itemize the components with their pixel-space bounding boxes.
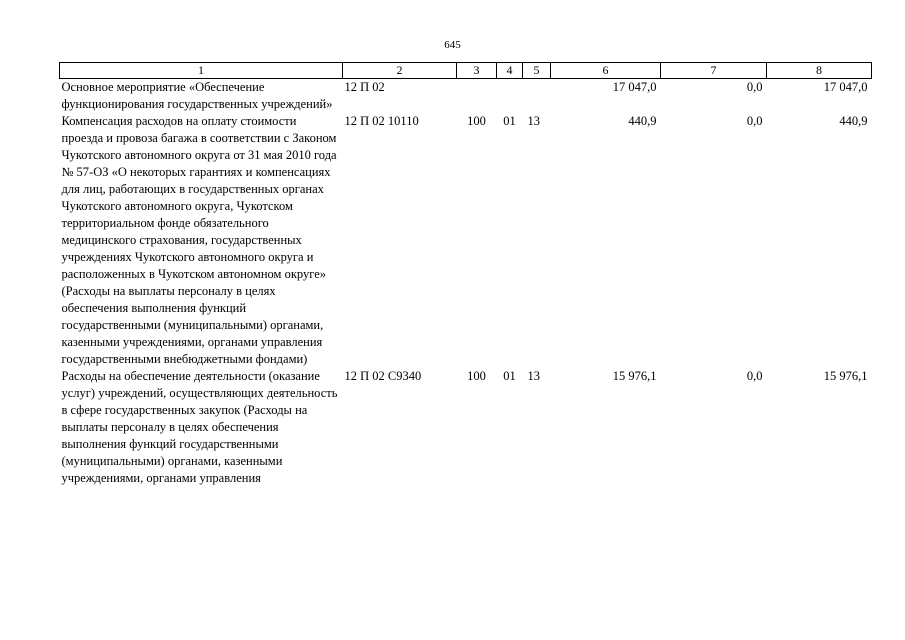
row-code: 12 П 02 10110 bbox=[344, 114, 419, 128]
row-name: Компенсация расходов на оплату стоимости проезда и провоза багажа в соответствии с Законом Чукотского автономного округа от 31 мая 2010 года № 57-ОЗ «О некоторых гарантиях и компенсациях для лиц, работающих в государственных органах Чукотского автономного округа, Чукотском территориальном фонде обязательного медицинского страхования, государственных учреждениях Чукотского автономного округа и расположенных в Чукотском автономном округе» (Расходы на выплаты персоналу в целях обеспечения выполнения функций государственными (муниципальными) органами, казенными учреждениями, органами управления государственными внебюджетными фондами) bbox=[61, 114, 337, 366]
row-sum-result: 17 047,0 bbox=[823, 80, 868, 94]
row-pr: 13 bbox=[527, 369, 540, 383]
row-sum-change: 0,0 bbox=[746, 369, 763, 383]
row-vr: 100 bbox=[467, 114, 486, 128]
row-rz: 01 bbox=[503, 114, 516, 128]
table-header-row bbox=[60, 63, 872, 79]
row-pr: 13 bbox=[527, 114, 540, 128]
table-row bbox=[60, 113, 872, 368]
row-pr bbox=[523, 79, 551, 114]
row-sum-change: 0,0 bbox=[746, 114, 763, 128]
header-cell-4: 4 bbox=[497, 63, 523, 79]
budget-table bbox=[59, 62, 872, 487]
row-rz: 01 bbox=[503, 369, 516, 383]
page-number: 645 bbox=[444, 39, 461, 51]
table-row bbox=[60, 79, 872, 114]
row-vr bbox=[457, 79, 497, 114]
header-cell-1: 1 bbox=[60, 63, 343, 79]
table-row bbox=[60, 368, 872, 487]
row-code: 12 П 02 С9340 bbox=[344, 369, 422, 383]
header-cell-8: 8 bbox=[767, 63, 872, 79]
row-sum-total: 440,9 bbox=[628, 114, 657, 128]
row-sum-result: 15 976,1 bbox=[823, 369, 868, 383]
row-sum-total: 17 047,0 bbox=[612, 80, 657, 94]
row-rz bbox=[497, 79, 523, 114]
header-cell-5: 5 bbox=[523, 63, 551, 79]
row-name: Расходы на обеспечение деятельности (оказание услуг) учреждений, осуществляющих деятельность в сфере государственных закупок (Расходы на выплаты персоналу в целях обеспечения выполнения функций государственными (муниципальными) органами, казенными учреждениями, органами управления bbox=[61, 369, 338, 485]
header-cell-2: 2 bbox=[343, 63, 457, 79]
row-sum-result: 440,9 bbox=[839, 114, 868, 128]
header-cell-6: 6 bbox=[551, 63, 661, 79]
header-cell-3: 3 bbox=[457, 63, 497, 79]
header-cell-7: 7 bbox=[661, 63, 767, 79]
row-vr: 100 bbox=[467, 369, 486, 383]
row-code: 12 П 02 bbox=[344, 80, 385, 94]
row-sum-total: 15 976,1 bbox=[612, 369, 657, 383]
row-name: Основное мероприятие «Обеспечение функционирования государственных учреждений» bbox=[61, 80, 333, 111]
row-sum-change: 0,0 bbox=[746, 80, 763, 94]
